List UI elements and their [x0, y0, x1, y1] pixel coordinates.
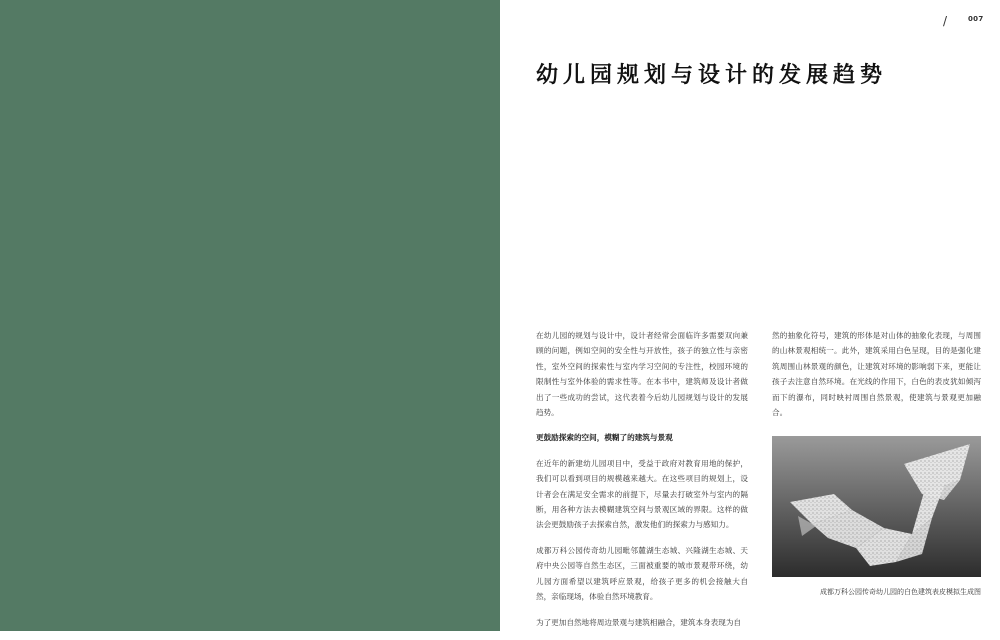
paragraph-intro: 在幼儿园的规划与设计中，设计者经常会面临许多需要双向兼顾的问题，例如空间的安全性与开放性，孩子的独立性与亲密性，室外空间的探索性与室内学习空间的专注性，校园环境的限制性与室外体验的需求性等。在本书中，建筑师及设计者做出了一些成功的尝试，这代表着今后幼儿园规划与设计的发展趋势。 — [536, 331, 748, 418]
section-heading: 更鼓励探索的空间，模糊了的建筑与景观 — [536, 433, 673, 443]
green-color-panel — [0, 0, 500, 631]
page-slash-mark: / — [943, 14, 948, 28]
figure-caption: 成都万科公园传奇幼儿园的白色建筑表皮模拟生成图 — [820, 588, 981, 596]
page-number: 007 — [968, 15, 984, 23]
white-facade-render-graphic — [772, 436, 981, 577]
body-column-left — [536, 328, 748, 640]
building-render-image — [772, 436, 981, 577]
page-title: 幼儿园规划与设计的发展趋势 — [536, 63, 888, 88]
paragraph-scale: 在近年的新建幼儿园项目中，受益于政府对教育用地的保护，我们可以看到项目的规模越来越大。在这些项目的规划上，设计者会在满足安全需求的前提下，尽量去打破室外与室内的隔断，用各种方法去模糊建筑空间与景观区域的界限。这样的做法会更鼓励孩子去探索自然，激发他们的探索力与感知力。 — [536, 458, 748, 530]
paragraph-landscape: 为了更加自然地将周边景观与建筑相融合，建筑本身表现为自 — [536, 617, 742, 627]
paragraph-continuation: 然的抽象化符号，建筑的形体是对山体的抽象化表现，与周围的山林景观相统一。此外，建筑采用白色呈现，目的是强化建筑周围山林景观的颜色，让建筑对环境的影响弱下来，更能让孩子去注意自然环境。在光线的作用下，白色的表皮犹如倾泻而下的瀑布，同时映衬周围自然景观，使建筑与景观更加融合。 — [772, 331, 981, 418]
paragraph-chengdu: 成都万科公园传奇幼儿园毗邻麓湖生态城、兴隆湖生态城、天府中央公园等自然生态区，三面被重要的城市景观带环绕，幼儿园方面希望以建筑呼应景观，给孩子更多的机会接触大自然，亲临现场，体验自然环境教育。 — [536, 545, 748, 602]
body-column-right — [772, 328, 981, 430]
